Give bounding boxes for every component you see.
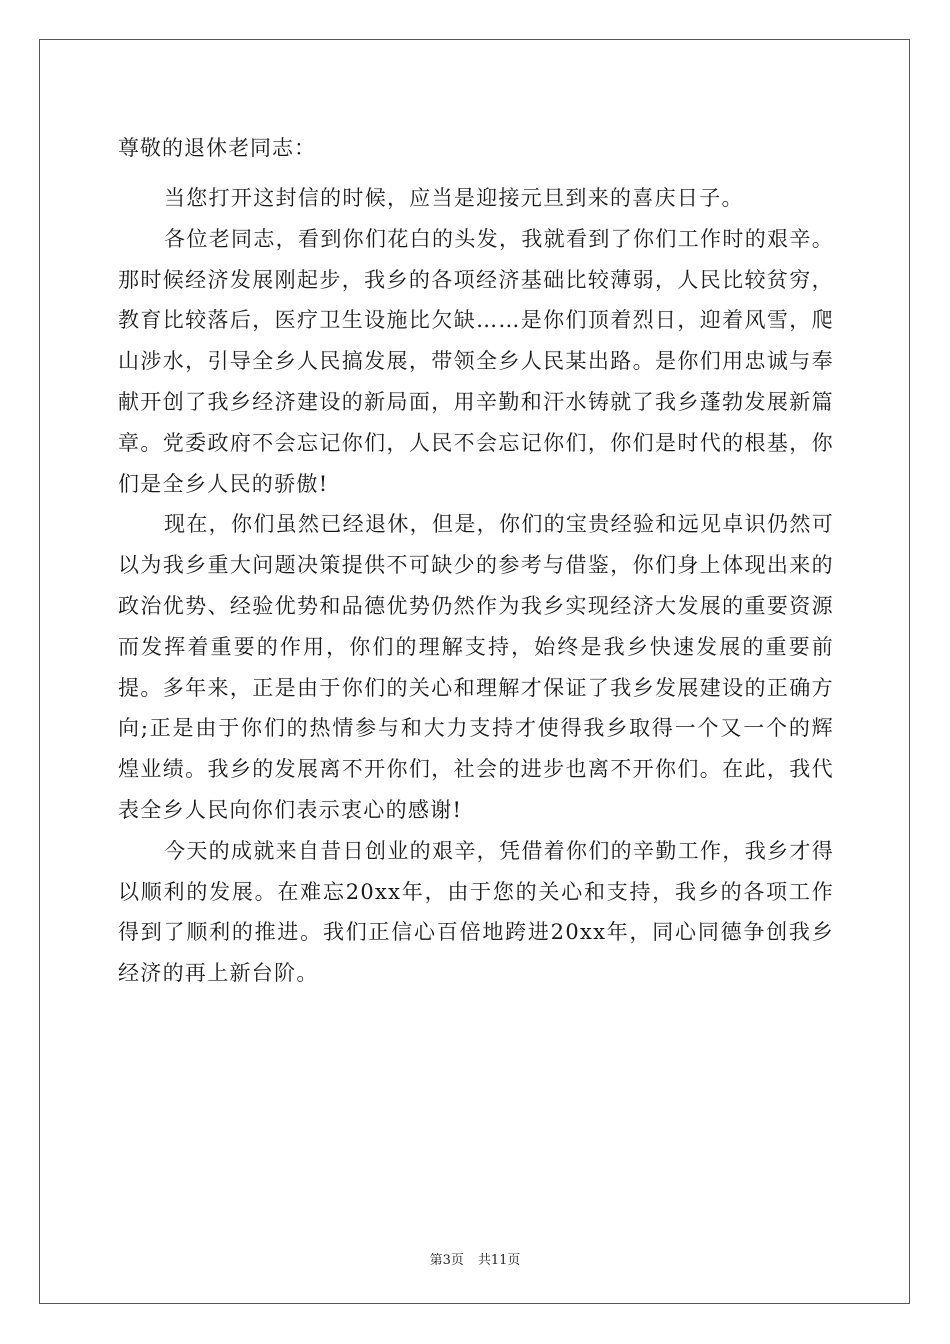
paragraph-4: 今天的成就来自昔日创业的艰辛，凭借着你们的辛勤工作，我乡才得以顺利的发展。在难忘20xx年，由于您的关心和支持，我乡的各项工作得到了顺利的推进。我们正信心百倍地跨进20xx年，同心同德争创我乡经济的再上新台阶。 <box>118 838 834 986</box>
letter-body <box>118 128 834 994</box>
total-pages: 共11页 <box>477 1253 521 1268</box>
page-number: 第3页 <box>429 1253 464 1268</box>
paragraph-1: 当您打开这封信的时候，应当是迎接元旦到来的喜庆日子。 <box>164 186 744 210</box>
paragraph-2: 各位老同志，看到你们花白的头发，我就看到了你们工作时的艰辛。那时候经济发展刚起步，我乡的各项经济基础比较薄弱，人民比较贫穷，教育比较落后，医疗卫生设施比欠缺……是你们顶着烈日，迎着风雪，爬山涉水，引导全乡人民搞发展，带领全乡人民某出路。是你们用忠诚与奉献开创了我乡经济建设的新局面，用辛勤和汗水铸就了我乡蓬勃发展新篇章。党委政府不会忘记你们，人民不会忘记你们，你们是时代的根基，你们是全乡人民的骄傲! <box>118 226 834 496</box>
salutation: 尊敬的退休老同志： <box>118 136 316 160</box>
page-footer <box>0 1249 950 1268</box>
paragraph-3: 现在，你们虽然已经退休，但是，你们的宝贵经验和远见卓识仍然可以为我乡重大问题决策提供不可缺少的参考与借鉴，你们身上体现出来的政治优势、经验优势和品德优势仍然作为我乡实现经济大发展的重要资源而发挥着重要的作用，你们的理解支持，始终是我乡快速发展的重要前提。多年来，正是由于你们的关心和理解才保证了我乡发展建设的正确方向;正是由于你们的热情参与和大力支持才使得我乡取得一个又一个的辉煌业绩。我乡的发展离不开你们，社会的进步也离不开你们。在此，我代表全乡人民向你们表示衷心的感谢! <box>118 512 834 822</box>
